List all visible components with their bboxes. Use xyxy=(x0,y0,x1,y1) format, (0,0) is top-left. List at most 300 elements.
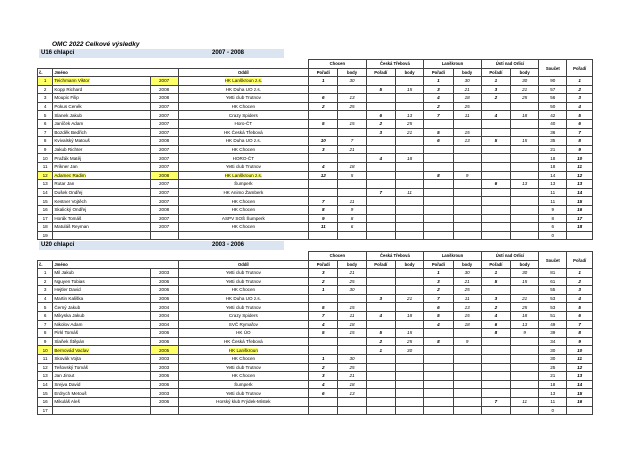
venue-points xyxy=(396,320,424,329)
venue-position xyxy=(309,346,338,355)
club-cell xyxy=(178,311,308,320)
venue-position xyxy=(366,354,395,363)
club-name: HK Chocen xyxy=(231,356,256,362)
total-points: 25 xyxy=(539,363,567,372)
venue-position xyxy=(481,346,510,355)
venue-position: 6 xyxy=(366,111,395,120)
venue-points xyxy=(511,102,539,111)
table-row xyxy=(38,397,593,406)
venue-points: 21 xyxy=(453,85,481,94)
venue-points xyxy=(511,197,539,206)
venue-points: 15 xyxy=(453,311,481,320)
final-rank: 6 xyxy=(567,119,593,128)
table-row xyxy=(38,85,593,94)
venue-points xyxy=(338,346,366,355)
table-row xyxy=(38,180,593,189)
athlete-name: Nguyen Tobias xyxy=(54,278,85,284)
venue-points: 11 xyxy=(453,111,481,120)
total-points: 21 xyxy=(539,372,567,381)
venue-position xyxy=(424,119,453,128)
venue-position: 6 xyxy=(309,389,338,398)
venue-points xyxy=(338,337,366,346)
table-row xyxy=(38,363,593,372)
venue-points xyxy=(396,197,424,206)
venue-points: 18 xyxy=(453,320,481,329)
club-name: Crazy Spiders xyxy=(228,313,258,319)
header-position: Pořadí xyxy=(481,260,510,269)
birth-year: 2007 xyxy=(150,145,178,154)
venue-position: 3 xyxy=(424,277,453,286)
venue-position: 3 xyxy=(309,372,338,381)
athlete-name: Matuláš Reyman xyxy=(54,224,89,230)
row-number: 8 xyxy=(38,137,53,146)
venue-position xyxy=(424,372,453,381)
final-rank: 2 xyxy=(567,85,593,94)
final-rank: 13 xyxy=(567,372,593,381)
venue-position xyxy=(481,128,510,137)
venue-points: 25 xyxy=(511,94,539,103)
venue-position xyxy=(424,363,453,372)
club-name: HK ÚO xyxy=(236,330,251,336)
row-number: 1 xyxy=(38,269,53,278)
row-number: 17 xyxy=(38,406,53,415)
year-range: 2003 - 2006 xyxy=(172,241,284,250)
athlete-name-cell xyxy=(53,269,150,278)
final-rank: 3 xyxy=(567,286,593,295)
club-name: Šumperk xyxy=(234,181,253,187)
venue-points: 9 xyxy=(511,329,539,338)
venue-position: 2 xyxy=(309,363,338,372)
birth-year: 2004 xyxy=(150,311,178,320)
birth-year: 2006 xyxy=(150,277,178,286)
header-points: body xyxy=(338,260,366,269)
venue-points: 21 xyxy=(338,269,366,278)
table-row xyxy=(38,294,593,303)
table-row xyxy=(38,77,593,86)
venue-points xyxy=(453,197,481,206)
row-number: 9 xyxy=(38,337,53,346)
total-points: 13 xyxy=(539,389,567,398)
total-points: 14 xyxy=(539,171,567,180)
venue-position xyxy=(481,363,510,372)
venue-points xyxy=(396,397,424,406)
venue-position xyxy=(424,354,453,363)
venue-position: 6 xyxy=(481,320,510,329)
venue-points: 21 xyxy=(338,372,366,381)
club-name: Yetti club Trutnov xyxy=(225,164,261,170)
venue-points: 13 xyxy=(511,320,539,329)
venue-position: 5 xyxy=(309,329,338,338)
table-row xyxy=(38,303,593,312)
venue-position xyxy=(481,205,510,214)
athlete-name-cell xyxy=(53,231,150,240)
table-row xyxy=(38,354,593,363)
final-rank: 3 xyxy=(567,94,593,103)
club-name: HK Lanškroun z.s. xyxy=(224,78,263,84)
athlete-name-cell xyxy=(53,180,150,189)
total-points: 51 xyxy=(539,311,567,320)
birth-year: 2006 xyxy=(150,286,178,295)
venue-position xyxy=(366,397,395,406)
final-rank: 11 xyxy=(567,162,593,171)
birth-year: 2008 xyxy=(150,94,178,103)
row-number: 19 xyxy=(38,231,53,240)
venue-points: 13 xyxy=(511,180,539,189)
athlete-name-cell xyxy=(53,111,150,120)
venue-position xyxy=(424,406,453,415)
category-label: U16 chlapci xyxy=(39,49,243,58)
header-points: body xyxy=(453,68,481,77)
total-points: 36 xyxy=(539,128,567,137)
final-rank: 9 xyxy=(567,145,593,154)
venue-points: 9 xyxy=(453,337,481,346)
athlete-name-cell xyxy=(53,205,150,214)
results-table-u16 xyxy=(37,59,593,240)
total-points: 42 xyxy=(539,111,567,120)
venue-points xyxy=(396,231,424,240)
club-cell xyxy=(178,205,308,214)
athlete-name: Mikuláš Aleš xyxy=(54,399,80,405)
row-number: 14 xyxy=(38,380,53,389)
birth-year: 2007 xyxy=(150,119,178,128)
total-points: 53 xyxy=(539,303,567,312)
venue-points xyxy=(511,406,539,415)
table-row xyxy=(38,205,593,214)
venue-position xyxy=(309,188,338,197)
venue-position: 1 xyxy=(309,77,338,86)
venue-points: 30 xyxy=(338,77,366,86)
athlete-name: Tešovský Tomáš xyxy=(54,364,88,370)
club-cell xyxy=(178,94,308,103)
header-points: body xyxy=(396,68,424,77)
venue-points: 30 xyxy=(511,77,539,86)
athlete-name: Bozděk Bedřich xyxy=(54,129,87,135)
venue-position: 2 xyxy=(366,337,395,346)
club-cell xyxy=(178,188,308,197)
header-number: č. xyxy=(38,68,53,77)
venue-position xyxy=(481,223,510,232)
birth-year: 2008 xyxy=(150,171,178,180)
venue-position: 3 xyxy=(309,269,338,278)
venue-points: 25 xyxy=(396,337,424,346)
athlete-name-cell xyxy=(53,137,150,146)
venue-position xyxy=(481,162,510,171)
total-points: 0 xyxy=(539,231,567,240)
header-points: body xyxy=(453,260,481,269)
venue-position xyxy=(424,329,453,338)
venue-points xyxy=(396,137,424,146)
venue-position xyxy=(424,188,453,197)
club-name: HORO-ČT xyxy=(232,155,255,161)
row-number: 4 xyxy=(38,294,53,303)
birth-year: 2006 xyxy=(150,329,178,338)
athlete-name-cell xyxy=(53,85,150,94)
venue-position: 8 xyxy=(481,329,510,338)
venue-position: 7 xyxy=(481,397,510,406)
athlete-name: Jakub Richter xyxy=(54,147,83,153)
venue-points: 15 xyxy=(396,329,424,338)
venue-points xyxy=(511,188,539,197)
athlete-name: Adamec Radim xyxy=(54,172,86,178)
header-row-columns xyxy=(38,260,593,269)
venue-points: 25 xyxy=(453,102,481,111)
header-rank: Pořadí xyxy=(567,252,593,269)
final-rank xyxy=(567,231,593,240)
club-cell xyxy=(178,162,308,171)
venue-position xyxy=(481,354,510,363)
birth-year xyxy=(150,406,178,415)
total-points: 50 xyxy=(539,102,567,111)
venue-position: 9 xyxy=(309,214,338,223)
venue-points: 13 xyxy=(338,389,366,398)
club-name: HK Chocen xyxy=(231,373,256,379)
club-cell xyxy=(178,137,308,146)
club-cell xyxy=(178,337,308,346)
venue-points xyxy=(453,154,481,163)
table-row xyxy=(38,214,593,223)
table-row xyxy=(38,372,593,381)
row-number: 14 xyxy=(38,188,53,197)
athlete-name-cell xyxy=(53,77,150,86)
table-row xyxy=(38,231,593,240)
total-points: 35 xyxy=(539,137,567,146)
venue-points: 6 xyxy=(338,223,366,232)
athlete-name-cell xyxy=(53,214,150,223)
venue-position xyxy=(481,406,510,415)
venue-points: 25 xyxy=(338,277,366,286)
venue-points: 11 xyxy=(396,188,424,197)
venue-points xyxy=(396,380,424,389)
club-name: HK Chocen xyxy=(231,147,256,153)
venue-points xyxy=(396,372,424,381)
athlete-name: Kopp Richard xyxy=(54,86,83,92)
venue-points: 21 xyxy=(511,85,539,94)
final-rank: 14 xyxy=(567,188,593,197)
venue-position: 5 xyxy=(366,85,395,94)
header-points: body xyxy=(511,68,539,77)
venue-points: 13 xyxy=(453,137,481,146)
venue-points: 21 xyxy=(511,294,539,303)
athlete-name-cell xyxy=(53,303,150,312)
club-cell xyxy=(178,171,308,180)
header-venue: Ústí nad Orlicí xyxy=(481,60,539,69)
header-club: Oddíl xyxy=(178,260,308,269)
venue-position: 4 xyxy=(481,111,510,120)
row-number: 11 xyxy=(38,162,53,171)
venue-position: 4 xyxy=(309,162,338,171)
venue-position xyxy=(366,231,395,240)
row-number: 15 xyxy=(38,389,53,398)
header-rank: Pořadí xyxy=(567,60,593,77)
club-cell xyxy=(178,303,308,312)
venue-position: 3 xyxy=(309,145,338,154)
club-name: Šumperk xyxy=(234,382,253,388)
header-points: body xyxy=(338,68,366,77)
total-points: 18 xyxy=(539,380,567,389)
club-name: SVČ Rymařov xyxy=(228,321,258,327)
club-cell xyxy=(178,119,308,128)
club-cell xyxy=(178,154,308,163)
venue-position: 4 xyxy=(424,94,453,103)
birth-year: 2003 xyxy=(150,363,178,372)
header-name: Jméno xyxy=(53,260,178,269)
birth-year: 2007 xyxy=(150,162,178,171)
venue-position: 7 xyxy=(424,111,453,120)
venue-position: 3 xyxy=(481,85,510,94)
venue-points: 21 xyxy=(453,277,481,286)
venue-position: 1 xyxy=(309,354,338,363)
venue-position xyxy=(481,372,510,381)
venue-points xyxy=(511,389,539,398)
row-number: 4 xyxy=(38,102,53,111)
table-row xyxy=(38,406,593,415)
venue-position xyxy=(481,154,510,163)
venue-position: 8 xyxy=(424,337,453,346)
athlete-name: Skalický Ondřej xyxy=(54,207,87,213)
athlete-name: Kestner Vojtěch xyxy=(54,198,87,204)
venue-points: 21 xyxy=(338,145,366,154)
athlete-name-cell xyxy=(53,363,150,372)
total-points: 49 xyxy=(539,320,567,329)
venue-points xyxy=(453,397,481,406)
club-cell xyxy=(178,380,308,389)
table-row xyxy=(38,311,593,320)
venue-points: 18 xyxy=(453,94,481,103)
venue-points xyxy=(396,223,424,232)
total-points: 30 xyxy=(539,354,567,363)
club-cell xyxy=(178,223,308,232)
venue-position: 7 xyxy=(309,311,338,320)
final-rank: 7 xyxy=(567,320,593,329)
venue-points xyxy=(453,223,481,232)
venue-position xyxy=(366,197,395,206)
venue-points xyxy=(338,397,366,406)
venue-position: 5 xyxy=(309,119,338,128)
venue-points: 25 xyxy=(511,303,539,312)
athlete-name-cell xyxy=(53,372,150,381)
athlete-name: Hejtler David xyxy=(54,287,81,293)
header-position: Pořadí xyxy=(309,260,338,269)
total-points: 11 xyxy=(539,397,567,406)
table-row xyxy=(38,269,593,278)
venue-position: 3 xyxy=(366,128,395,137)
row-number: 7 xyxy=(38,320,53,329)
venue-position xyxy=(366,94,395,103)
venue-position xyxy=(481,389,510,398)
venue-points xyxy=(511,346,539,355)
club-cell xyxy=(178,128,308,137)
venue-position xyxy=(366,162,395,171)
venue-position: 6 xyxy=(309,94,338,103)
venue-points xyxy=(338,128,366,137)
venue-points: 13 xyxy=(338,94,366,103)
row-number: 11 xyxy=(38,354,53,363)
venue-position: 4 xyxy=(309,380,338,389)
venue-points xyxy=(511,354,539,363)
venue-position xyxy=(366,363,395,372)
venue-position xyxy=(309,85,338,94)
venue-points: 18 xyxy=(396,154,424,163)
final-rank: 1 xyxy=(567,77,593,86)
header-number: č. xyxy=(38,260,53,269)
venue-points xyxy=(453,214,481,223)
club-name: HK Česká Třebová xyxy=(223,339,263,345)
venue-position xyxy=(309,154,338,163)
table-row xyxy=(38,188,593,197)
venue-points: 15 xyxy=(396,85,424,94)
venue-position: 7 xyxy=(366,188,395,197)
header-venue: Chocen xyxy=(309,252,367,261)
venue-points xyxy=(453,372,481,381)
venue-points xyxy=(338,85,366,94)
club-cell xyxy=(178,346,308,355)
venue-points xyxy=(396,162,424,171)
section-u16 xyxy=(37,49,593,240)
venue-points xyxy=(511,380,539,389)
venue-position xyxy=(366,269,395,278)
row-number: 2 xyxy=(38,277,53,286)
club-cell xyxy=(178,111,308,120)
header-spacer xyxy=(38,252,309,261)
venue-points: 9 xyxy=(338,205,366,214)
venue-points: 18 xyxy=(396,311,424,320)
club-name: HK Chocen xyxy=(231,104,256,110)
table-row xyxy=(38,102,593,111)
athlete-name-cell xyxy=(53,128,150,137)
total-points: 81 xyxy=(539,269,567,278)
venue-points: 21 xyxy=(396,294,424,303)
header-venue: Chocen xyxy=(309,60,367,69)
venue-points xyxy=(453,389,481,398)
athlete-name: Erdrych Metouš xyxy=(54,390,87,396)
total-points: 40 xyxy=(539,119,567,128)
venue-points xyxy=(338,294,366,303)
venue-points xyxy=(511,128,539,137)
venue-points xyxy=(338,180,366,189)
club-name: ASPV SOŠ Šumperk xyxy=(221,215,265,221)
athlete-name-cell xyxy=(53,162,150,171)
venue-points xyxy=(396,214,424,223)
athlete-name: Prikner Jan xyxy=(54,164,78,170)
total-points: 90 xyxy=(539,77,567,86)
club-name: HK Česká Třebová xyxy=(223,129,263,135)
club-cell xyxy=(178,269,308,278)
total-points: 55 xyxy=(539,286,567,295)
final-rank: 6 xyxy=(567,311,593,320)
venue-points xyxy=(338,188,366,197)
birth-year: 2003 xyxy=(150,269,178,278)
athlete-name-cell xyxy=(53,320,150,329)
club-name: Horo-ČT xyxy=(234,121,253,127)
final-rank: 17 xyxy=(567,214,593,223)
final-rank: 8 xyxy=(567,329,593,338)
club-name: HK Lanškroun z.s. xyxy=(224,172,263,178)
club-name: HK Chocen xyxy=(231,198,256,204)
venue-position xyxy=(366,380,395,389)
venue-position xyxy=(424,162,453,171)
athlete-name-cell xyxy=(53,397,150,406)
venue-position xyxy=(309,397,338,406)
birth-year: 2007 xyxy=(150,197,178,206)
final-rank: 9 xyxy=(567,337,593,346)
venue-points xyxy=(453,145,481,154)
header-row-venues xyxy=(38,60,593,69)
venue-position xyxy=(366,277,395,286)
athlete-name-cell xyxy=(53,346,150,355)
venue-position: 3 xyxy=(424,85,453,94)
venue-points: 21 xyxy=(396,128,424,137)
club-cell xyxy=(178,77,308,86)
